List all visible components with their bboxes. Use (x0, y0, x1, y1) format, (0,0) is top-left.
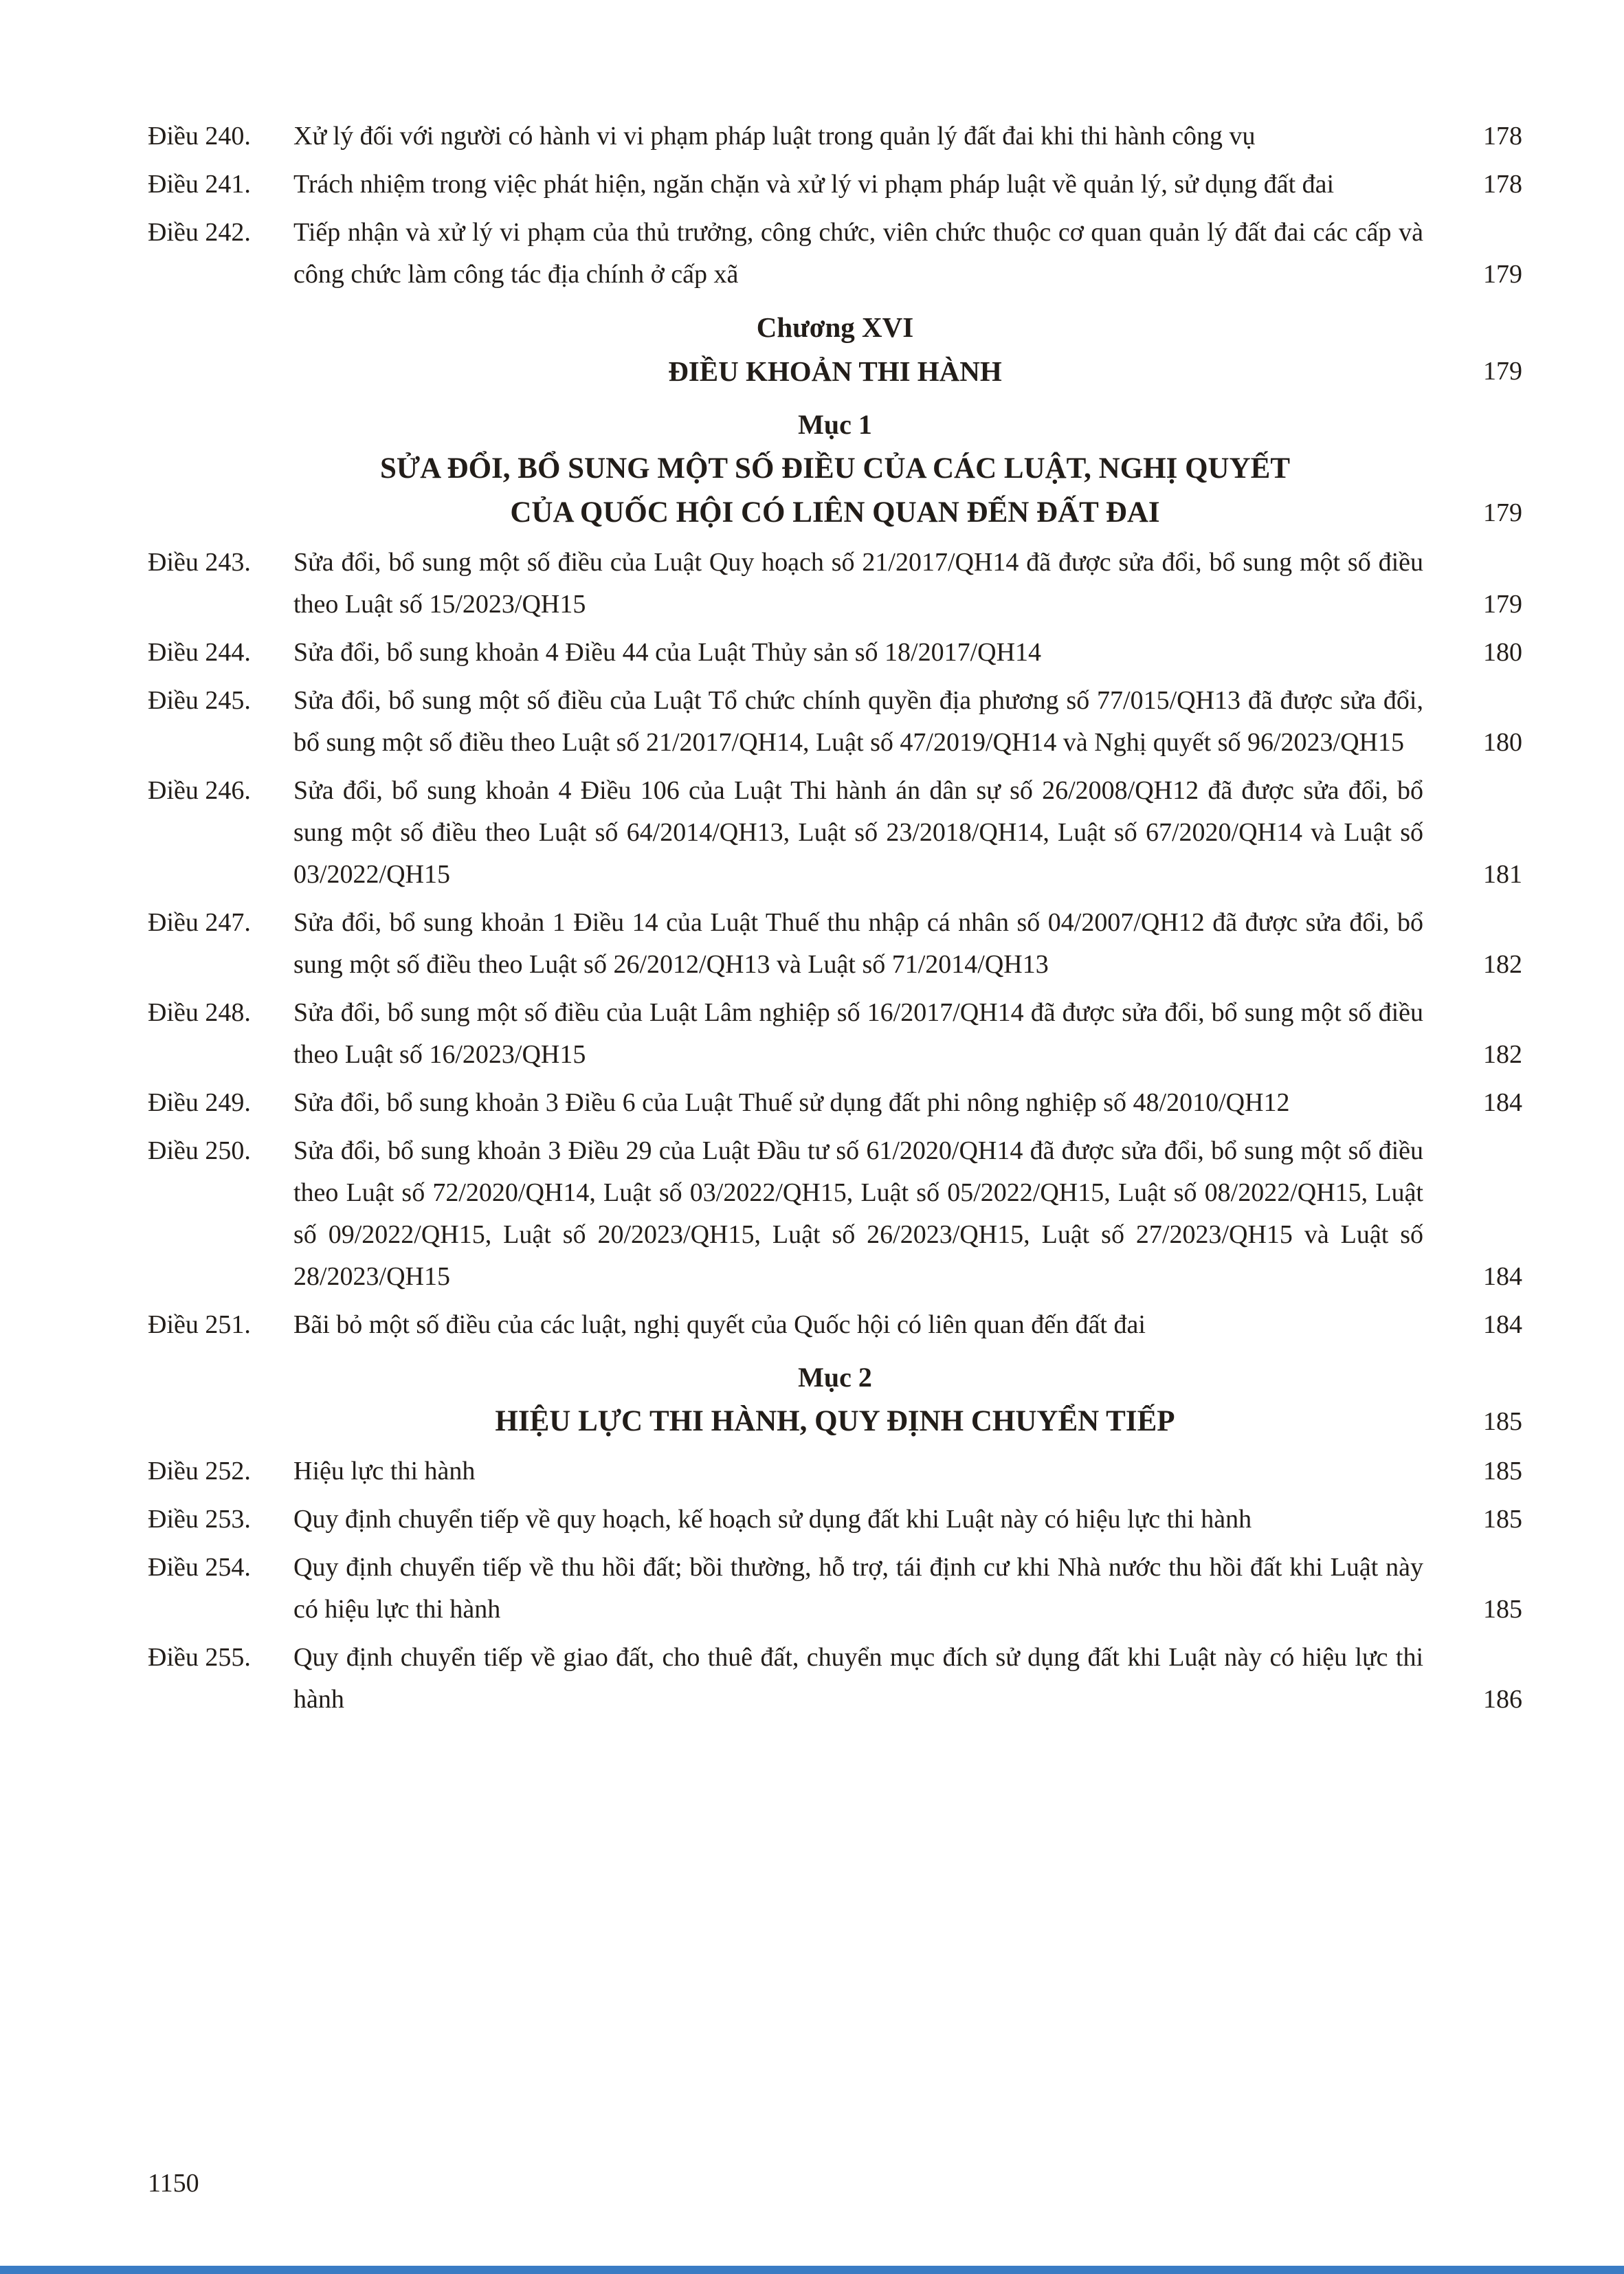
toc-entry-page: 185 (1483, 1505, 1522, 1534)
toc-entry (148, 1304, 1522, 1346)
toc-entry-title: Sửa đổi, bổ sung khoản 4 Điều 44 của Luật Thủy sản số 18/2017/QH14 (293, 638, 1042, 667)
toc-entry-label: Điều 245. (148, 686, 251, 715)
toc-entry (148, 1637, 1522, 1721)
toc-entry-page: 184 (1483, 1088, 1522, 1117)
toc-heading-title-line: ĐIỀU KHOẢN THI HÀNH (668, 355, 1002, 387)
toc-entry-label: Điều 246. (148, 776, 251, 805)
toc-entry-page: 178 (1483, 122, 1522, 151)
toc-entry-title: Sửa đổi, bổ sung một số điều của Luật Quy hoạch số 21/2017/QH14 đã được sửa đổi, bổ sung một số điều theo Luật số 15/2023/QH15 (293, 548, 1423, 619)
toc-entry-label: Điều 242. (148, 218, 251, 247)
toc-entry-label: Điều 249. (148, 1088, 251, 1117)
toc-entry (148, 1130, 1522, 1298)
toc-entry-label: Điều 255. (148, 1643, 251, 1672)
toc-entry-title: Sửa đổi, bổ sung khoản 4 Điều 106 của Luật Thi hành án dân sự số 26/2008/QH12 đã được sửa đổi, bổ sung một số điều theo Luật số 64/2014/QH13, Luật số 23/2018/QH14, Luật số 67/2020/QH14 và Luật số 03/2022/QH15 (293, 776, 1423, 889)
toc-entry-page: 182 (1483, 1040, 1522, 1069)
toc-entry-page: 186 (1483, 1685, 1522, 1714)
toc-entry-title: Quy định chuyển tiếp về thu hồi đất; bồi thường, hỗ trợ, tái định cư khi Nhà nước thu hồi đất khi Luật này có hiệu lực thi hành (293, 1553, 1423, 1624)
toc-entry-title: Quy định chuyển tiếp về giao đất, cho thuê đất, chuyển mục đích sử dụng đất khi Luật này có hiệu lực thi hành (293, 1643, 1423, 1714)
toc-entry-page: 178 (1483, 170, 1522, 199)
toc-entry-label: Điều 253. (148, 1505, 251, 1534)
toc-entry-label: Điều 241. (148, 170, 251, 199)
toc-entry-label: Điều 254. (148, 1553, 251, 1582)
toc-entry-label: Điều 251. (148, 1310, 251, 1339)
toc-entry-title: Sửa đổi, bổ sung một số điều của Luật Tổ chức chính quyền địa phương số 77/015/QH13 đã được sửa đổi, bổ sung một số điều theo Luật số 21/2017/QH14, Luật số 47/2019/QH14 và Nghị quyết số 96/2023/QH15 (293, 686, 1423, 757)
toc-entry-label: Điều 240. (148, 122, 251, 151)
scan-edge-artifact (0, 2266, 1624, 2274)
toc-entry-title: Xử lý đối với người có hành vi vi phạm pháp luật trong quản lý đất đai khi thi hành công vụ (293, 122, 1256, 151)
toc-entry-title: Sửa đổi, bổ sung khoản 1 Điều 14 của Luật Thuế thu nhập cá nhân số 04/2007/QH12 đã được sửa đổi, bổ sung một số điều theo Luật số 26/2012/QH13 và Luật số 71/2014/QH13 (293, 908, 1423, 979)
toc-entry (148, 1450, 1522, 1492)
toc-heading-title-line: HIỆU LỰC THI HÀNH, QUY ĐỊNH CHUYỂN TIẾP (495, 1405, 1175, 1437)
toc-entry (148, 992, 1522, 1076)
toc-entry (148, 1547, 1522, 1631)
toc-entry-label: Điều 244. (148, 638, 251, 667)
toc-entry-title: Hiệu lực thi hành (293, 1457, 476, 1486)
toc-entry-label: Điều 248. (148, 998, 251, 1027)
page-number-footer: 1150 (148, 2169, 199, 2198)
toc-entry-title: Bãi bỏ một số điều của các luật, nghị quyết của Quốc hội có liên quan đến đất đai (293, 1310, 1146, 1339)
toc-entry-page: 181 (1483, 860, 1522, 889)
toc-entry (148, 680, 1522, 764)
toc-entry-title: Trách nhiệm trong việc phát hiện, ngăn chặn và xử lý vi phạm pháp luật về quản lý, sử dụng đất đai (293, 170, 1335, 199)
toc-heading-page: 179 (1483, 498, 1522, 527)
toc-entry-label: Điều 250. (148, 1136, 251, 1165)
toc-heading-page: 179 (1483, 357, 1522, 386)
toc-entry-page: 179 (1483, 590, 1522, 619)
toc-entry (148, 632, 1522, 674)
toc-entry-page: 179 (1483, 260, 1522, 289)
toc-list (148, 115, 1522, 1721)
toc-entry (148, 1499, 1522, 1541)
toc-entry-title: Sửa đổi, bổ sung khoản 3 Điều 6 của Luật Thuế sử dụng đất phi nông nghiệp số 48/2010/QH12 (293, 1088, 1290, 1117)
toc-entry (148, 542, 1522, 626)
toc-heading-kicker: Mục 1 (798, 409, 872, 440)
toc-entry-page: 180 (1483, 638, 1522, 667)
toc-entry (148, 115, 1522, 157)
toc-heading-lines (148, 305, 1522, 393)
toc-entry-title: Tiếp nhận và xử lý vi phạm của thủ trưởng, công chức, viên chức thuộc cơ quan quản lý đất đai các cấp và công chức làm công tác địa chính ở cấp xã (293, 218, 1423, 289)
toc-entry-label: Điều 252. (148, 1457, 251, 1486)
toc-entry (148, 1082, 1522, 1124)
toc-entry (148, 164, 1522, 206)
toc-heading-lines (148, 403, 1522, 535)
toc-entry-label: Điều 247. (148, 908, 251, 937)
toc-entry-page: 184 (1483, 1310, 1522, 1339)
toc-entry (148, 770, 1522, 896)
toc-entry-title: Quy định chuyển tiếp về quy hoạch, kế hoạch sử dụng đất khi Luật này có hiệu lực thi hành (293, 1505, 1252, 1534)
toc-entry-title: Sửa đổi, bổ sung khoản 3 Điều 29 của Luật Đầu tư số 61/2020/QH14 đã được sửa đổi, bổ sung một số điều theo Luật số 72/2020/QH14, Luật số 03/2022/QH15, Luật số 05/2022/QH15, Luật số 08/2022/QH15, Luật số 09/2022/QH15, Luật số 20/2023/QH15, Luật số 26/2023/QH15, Luật số 27/2023/QH15 và Luật số 28/2023/QH15 (293, 1136, 1423, 1291)
toc-heading-kicker: Chương XVI (756, 311, 914, 343)
toc-heading (148, 1356, 1522, 1444)
toc-entry-page: 180 (1483, 728, 1522, 757)
toc-heading-title-line: CỦA QUỐC HỘI CÓ LIÊN QUAN ĐẾN ĐẤT ĐAI (510, 496, 1160, 529)
toc-heading-page: 185 (1483, 1407, 1522, 1436)
toc-entry-title: Sửa đổi, bổ sung một số điều của Luật Lâm nghiệp số 16/2017/QH14 đã được sửa đổi, bổ sung một số điều theo Luật số 16/2023/QH15 (293, 998, 1423, 1069)
toc-entry (148, 902, 1522, 986)
toc-entry-page: 185 (1483, 1457, 1522, 1486)
toc-heading (148, 305, 1522, 393)
toc-entry-label: Điều 243. (148, 548, 251, 577)
toc-heading-kicker: Mục 2 (798, 1362, 872, 1393)
toc-entry-page: 185 (1483, 1595, 1522, 1624)
toc-heading-lines (148, 1356, 1522, 1444)
toc-heading (148, 403, 1522, 535)
toc-entry-page: 182 (1483, 950, 1522, 979)
toc-heading-title-line: SỬA ĐỔI, BỔ SUNG MỘT SỐ ĐIỀU CỦA CÁC LUẬT, NGHỊ QUYẾT (379, 452, 1291, 485)
toc-entry-page: 184 (1483, 1262, 1522, 1291)
toc-entry (148, 212, 1522, 296)
